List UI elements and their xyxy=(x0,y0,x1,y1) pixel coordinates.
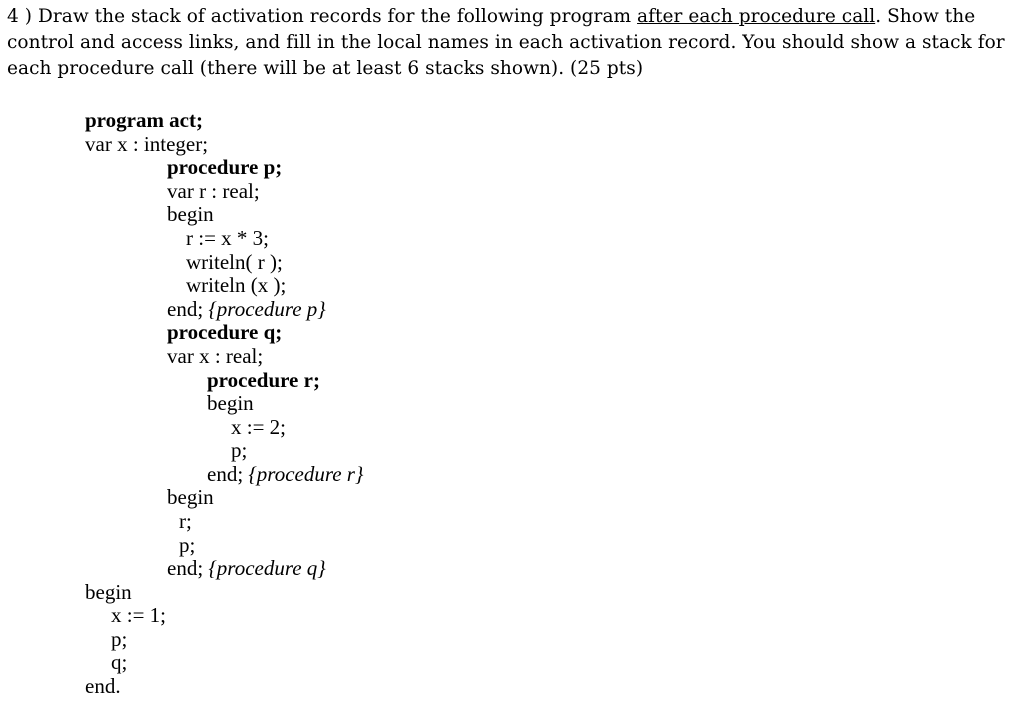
procedure-p-begin: begin xyxy=(167,202,214,226)
main-begin: begin xyxy=(85,580,132,604)
procedure-p-assign: r := x * 3; xyxy=(186,226,270,250)
procedure-q-end-keyword: end; xyxy=(167,556,204,580)
procedure-q-end xyxy=(167,556,326,580)
procedure-r-begin: begin xyxy=(207,391,254,415)
program-header: program act; xyxy=(85,108,203,132)
main-call-p: p; xyxy=(111,627,128,651)
question-text xyxy=(7,4,1019,82)
procedure-r-end xyxy=(207,462,363,486)
procedure-q-var-x: var x : real; xyxy=(167,344,264,368)
procedure-p-writeln-r: writeln( r ); xyxy=(186,250,283,274)
question-text-after: . Show the control and access links, and fill in the local names in each activation record. You should show a stack for each procedure call (there will be at least 6 stacks shown). (25 pts) xyxy=(7,6,1005,79)
question-number: 4 ) xyxy=(7,6,33,27)
procedure-p-header: procedure p; xyxy=(167,155,283,179)
procedure-r-assign: x := 2; xyxy=(231,415,287,439)
procedure-r-end-keyword: end; xyxy=(207,462,244,486)
question-underlined-phrase: after each procedure call xyxy=(637,6,876,27)
main-end: end. xyxy=(85,674,121,698)
procedure-p-var-r: var r : real; xyxy=(167,179,260,203)
procedure-p-end-keyword: end; xyxy=(167,297,204,321)
procedure-q-begin: begin xyxy=(167,485,214,509)
procedure-q-end-comment: {procedure q} xyxy=(208,556,326,580)
procedure-r-header: procedure r; xyxy=(207,368,320,392)
procedure-q-call-p: p; xyxy=(179,533,196,557)
procedure-q-call-r: r; xyxy=(179,509,192,533)
procedure-p-writeln-x: writeln (x ); xyxy=(186,273,287,297)
procedure-q-header: procedure q; xyxy=(167,320,283,344)
procedure-r-end-comment: {procedure r} xyxy=(248,462,364,486)
procedure-p-end xyxy=(167,297,326,321)
question-text-before: Draw the stack of activation records for the following program xyxy=(32,6,638,27)
procedure-r-call-p: p; xyxy=(231,438,248,462)
procedure-p-end-comment: {procedure p} xyxy=(208,297,326,321)
main-assign: x := 1; xyxy=(111,603,167,627)
program-var-x: var x : integer; xyxy=(85,132,209,156)
main-call-q: q; xyxy=(111,650,128,674)
